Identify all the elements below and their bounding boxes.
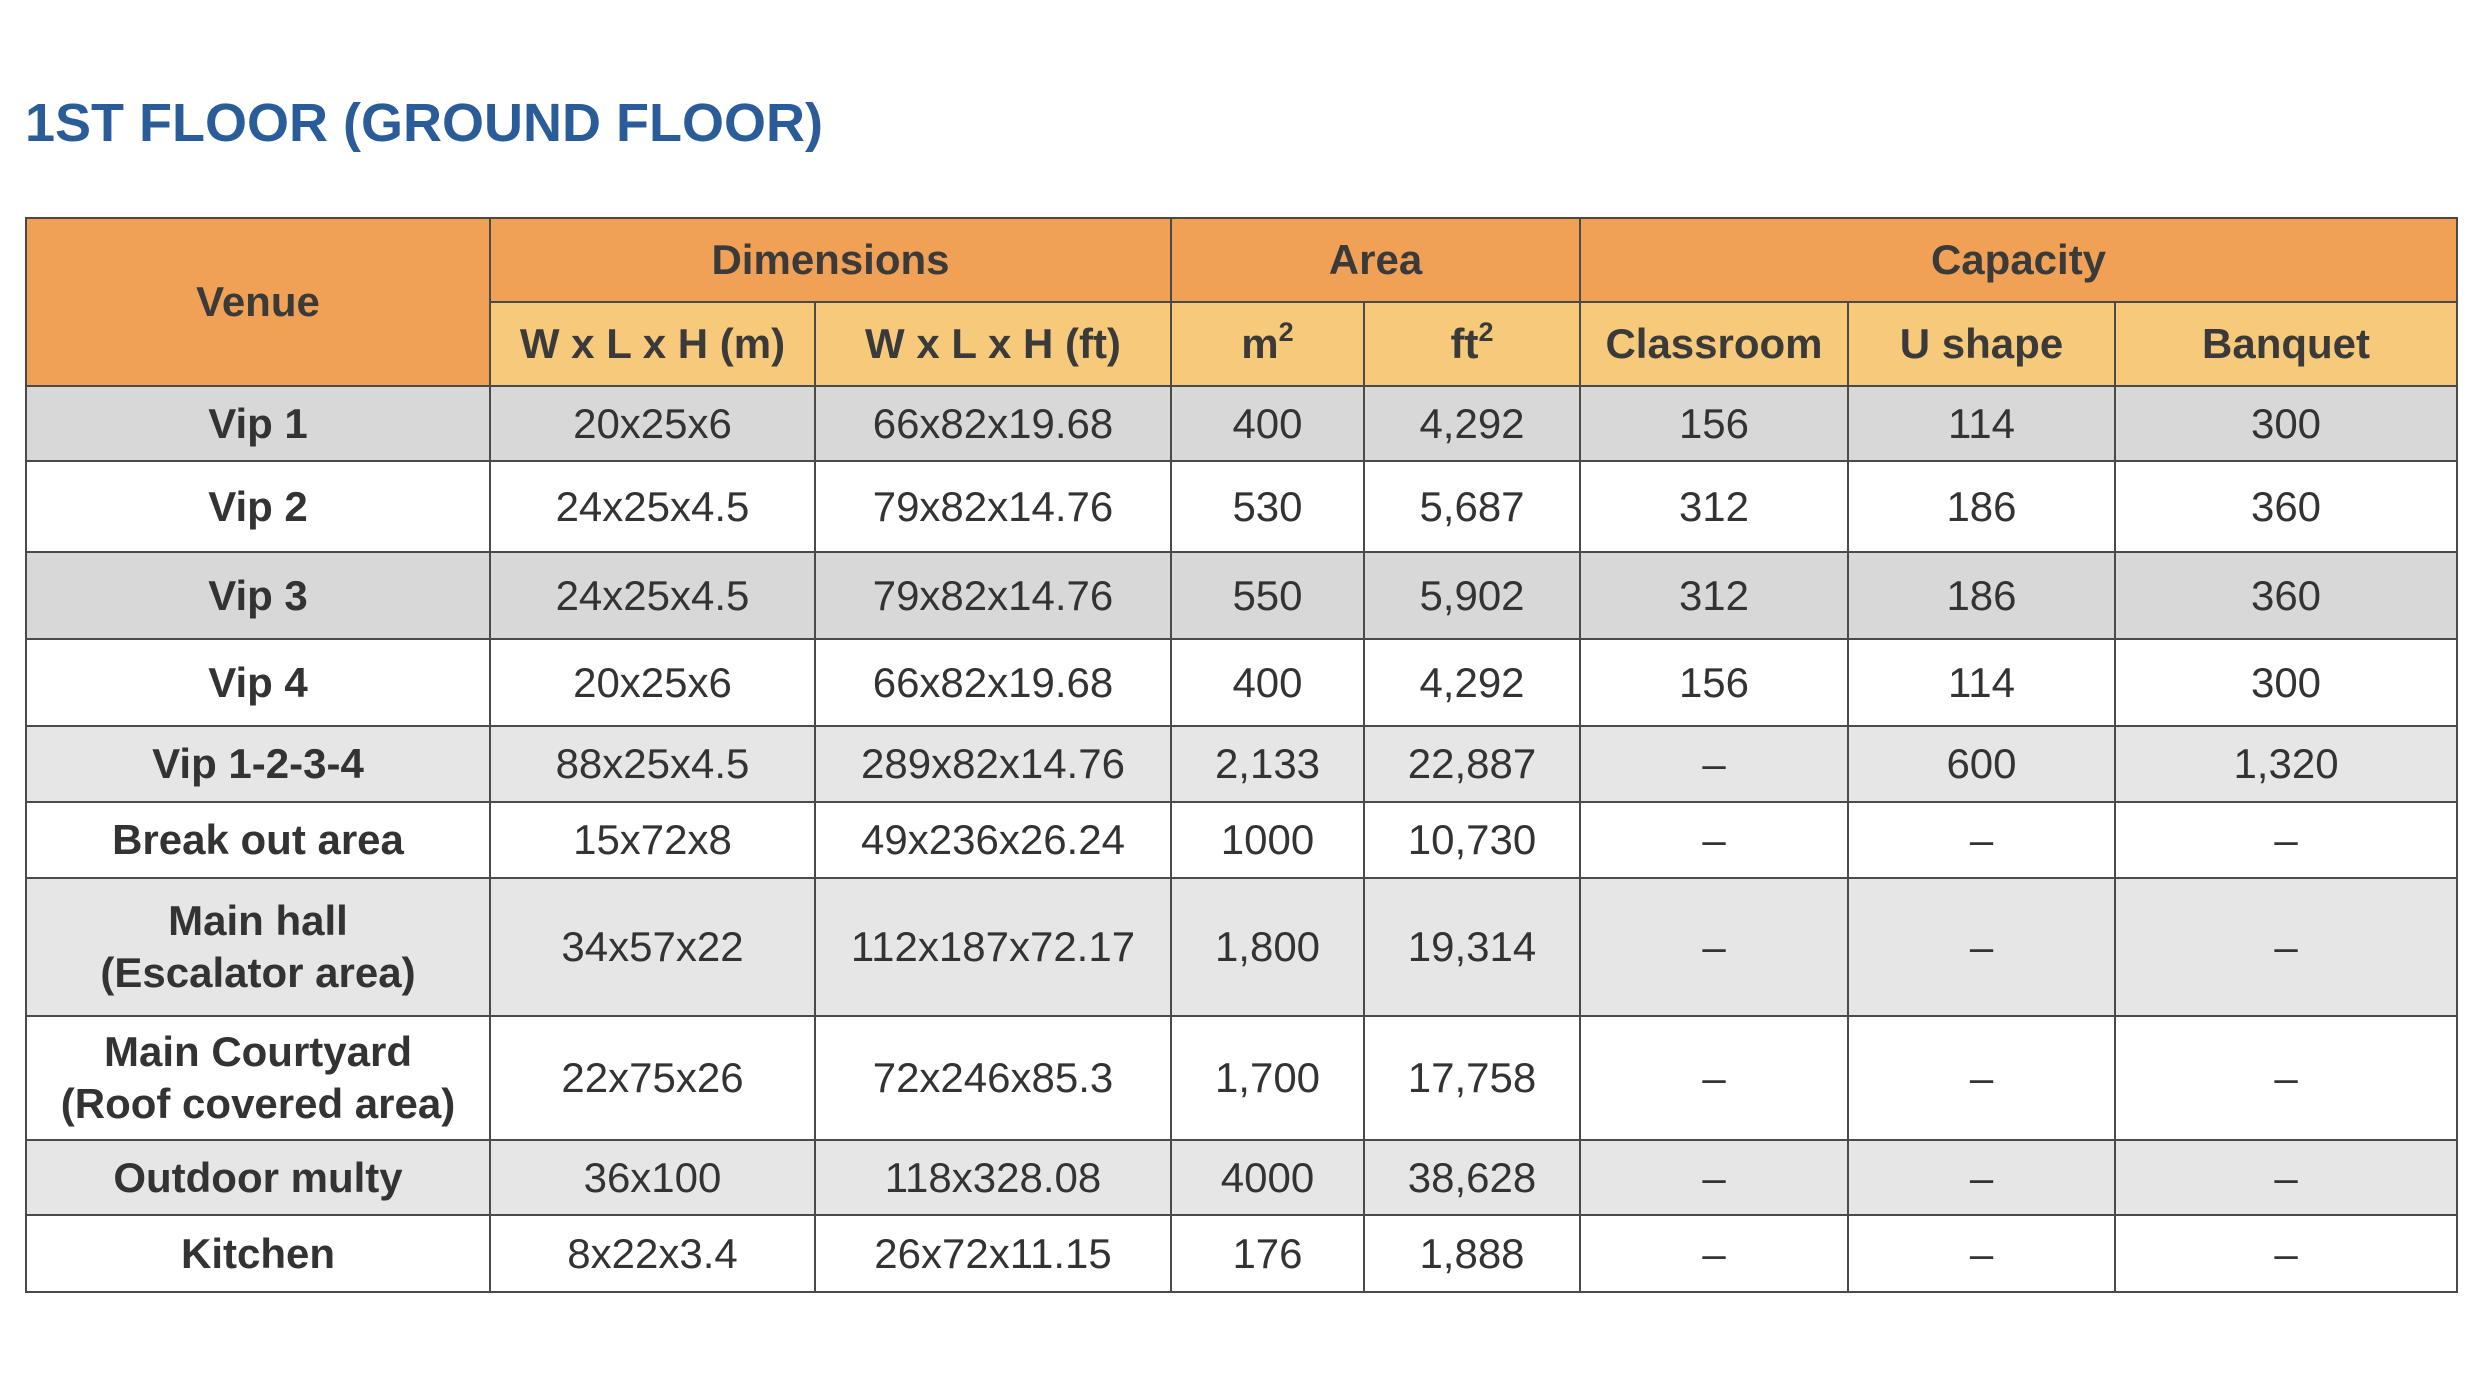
banquet-value: –	[2115, 1215, 2457, 1292]
dim-ft-value: 118x328.08	[815, 1140, 1171, 1215]
table-row	[26, 1140, 2457, 1215]
venue-name-line: (Roof covered area)	[60, 1080, 456, 1127]
venue-name: Vip 2	[26, 461, 490, 552]
ushape-value: 186	[1848, 461, 2115, 552]
ushape-header: U shape	[1848, 302, 2115, 386]
dim-ft-value: 49x236x26.24	[815, 802, 1171, 878]
classroom-value: 156	[1580, 639, 1848, 726]
table-row	[26, 1016, 2457, 1140]
ushape-value: 600	[1848, 726, 2115, 802]
venue-name: Break out area	[26, 802, 490, 878]
classroom-value: –	[1580, 1016, 1848, 1140]
dim-m-value: 24x25x4.5	[490, 461, 815, 552]
table-row	[26, 639, 2457, 726]
banquet-value: –	[2115, 1140, 2457, 1215]
table-row	[26, 386, 2457, 461]
area-ft2-base: ft	[1450, 320, 1479, 367]
area-ft2-header	[1364, 302, 1580, 386]
banquet-value: 300	[2115, 639, 2457, 726]
classroom-value: –	[1580, 1140, 1848, 1215]
dim-ft-value: 112x187x72.17	[815, 878, 1171, 1016]
dim-m-value: 36x100	[490, 1140, 815, 1215]
table-row	[26, 726, 2457, 802]
header-row-groups	[26, 218, 2457, 302]
table-header	[26, 218, 2457, 386]
area-m2-value: 400	[1171, 386, 1364, 461]
area-ft2-value: 38,628	[1364, 1140, 1580, 1215]
area-m2-value: 2,133	[1171, 726, 1364, 802]
dim-m-value: 8x22x3.4	[490, 1215, 815, 1292]
ushape-value: 114	[1848, 639, 2115, 726]
area-m2-value: 176	[1171, 1215, 1364, 1292]
capacity-header: Capacity	[1580, 218, 2457, 302]
classroom-value: –	[1580, 1215, 1848, 1292]
dim-ft-value: 289x82x14.76	[815, 726, 1171, 802]
dim-m-value: 20x25x6	[490, 386, 815, 461]
table-row	[26, 802, 2457, 878]
venue-name: Vip 1	[26, 386, 490, 461]
ushape-value: 186	[1848, 552, 2115, 639]
venue-name: Vip 3	[26, 552, 490, 639]
banquet-value: 300	[2115, 386, 2457, 461]
classroom-value: –	[1580, 726, 1848, 802]
area-m2-value: 4000	[1171, 1140, 1364, 1215]
area-m2-base: m	[1241, 320, 1279, 367]
table-row	[26, 461, 2457, 552]
area-m2-value: 530	[1171, 461, 1364, 552]
venue-name: Vip 1-2-3-4	[26, 726, 490, 802]
table-body	[26, 386, 2457, 1292]
banquet-value: –	[2115, 878, 2457, 1016]
venue-name-line: Main hall	[168, 897, 348, 944]
banquet-value: –	[2115, 1016, 2457, 1140]
dim-m-value: 34x57x22	[490, 878, 815, 1016]
banquet-value: 360	[2115, 552, 2457, 639]
table-row	[26, 552, 2457, 639]
ushape-value: –	[1848, 1140, 2115, 1215]
dim-m-value: 15x72x8	[490, 802, 815, 878]
banquet-value: 360	[2115, 461, 2457, 552]
dim-ft-value: 66x82x19.68	[815, 386, 1171, 461]
page-title: 1ST FLOOR (GROUND FLOOR)	[25, 93, 823, 153]
classroom-value: –	[1580, 878, 1848, 1016]
dim-ft-value: 26x72x11.15	[815, 1215, 1171, 1292]
dim-ft-value: 72x246x85.3	[815, 1016, 1171, 1140]
area-ft2-value: 1,888	[1364, 1215, 1580, 1292]
venue-name-line: Main Courtyard	[103, 1028, 413, 1075]
dim-m-value: 88x25x4.5	[490, 726, 815, 802]
area-m2-value: 1000	[1171, 802, 1364, 878]
ushape-value: –	[1848, 802, 2115, 878]
banquet-value: –	[2115, 802, 2457, 878]
ushape-value: –	[1848, 878, 2115, 1016]
classroom-value: 312	[1580, 552, 1848, 639]
table-row	[26, 878, 2457, 1016]
area-m2-header	[1171, 302, 1364, 386]
ushape-value: –	[1848, 1016, 2115, 1140]
area-header: Area	[1171, 218, 1580, 302]
ushape-value: 114	[1848, 386, 2115, 461]
banquet-value: 1,320	[2115, 726, 2457, 802]
banquet-header: Banquet	[2115, 302, 2457, 386]
table-row	[26, 1215, 2457, 1292]
classroom-value: –	[1580, 802, 1848, 878]
area-m2-value: 1,700	[1171, 1016, 1364, 1140]
dim-m-value: 22x75x26	[490, 1016, 815, 1140]
dim-m-header: W x L x H (m)	[490, 302, 815, 386]
venue-header: Venue	[26, 218, 490, 386]
area-ft2-value: 19,314	[1364, 878, 1580, 1016]
classroom-value: 156	[1580, 386, 1848, 461]
area-ft2-exponent: 2	[1478, 317, 1494, 347]
venue-name: Outdoor multy	[26, 1140, 490, 1215]
area-m2-value: 550	[1171, 552, 1364, 639]
area-ft2-value: 17,758	[1364, 1016, 1580, 1140]
area-ft2-value: 4,292	[1364, 386, 1580, 461]
ushape-value: –	[1848, 1215, 2115, 1292]
area-ft2-value: 10,730	[1364, 802, 1580, 878]
venue-name	[26, 878, 490, 1016]
dim-ft-value: 66x82x19.68	[815, 639, 1171, 726]
area-m2-exponent: 2	[1278, 317, 1294, 347]
dim-ft-value: 79x82x14.76	[815, 461, 1171, 552]
area-m2-value: 1,800	[1171, 878, 1364, 1016]
venue-name	[26, 1016, 490, 1140]
classroom-value: 312	[1580, 461, 1848, 552]
dim-ft-value: 79x82x14.76	[815, 552, 1171, 639]
dim-ft-header: W x L x H (ft)	[815, 302, 1171, 386]
area-ft2-value: 4,292	[1364, 639, 1580, 726]
dimensions-header: Dimensions	[490, 218, 1171, 302]
dim-m-value: 20x25x6	[490, 639, 815, 726]
area-ft2-value: 22,887	[1364, 726, 1580, 802]
classroom-header: Classroom	[1580, 302, 1848, 386]
venue-name-line: (Escalator area)	[100, 949, 416, 996]
area-ft2-value: 5,687	[1364, 461, 1580, 552]
venue-name: Kitchen	[26, 1215, 490, 1292]
dim-m-value: 24x25x4.5	[490, 552, 815, 639]
area-m2-value: 400	[1171, 639, 1364, 726]
venue-name: Vip 4	[26, 639, 490, 726]
area-ft2-value: 5,902	[1364, 552, 1580, 639]
venue-table	[25, 217, 2458, 1293]
